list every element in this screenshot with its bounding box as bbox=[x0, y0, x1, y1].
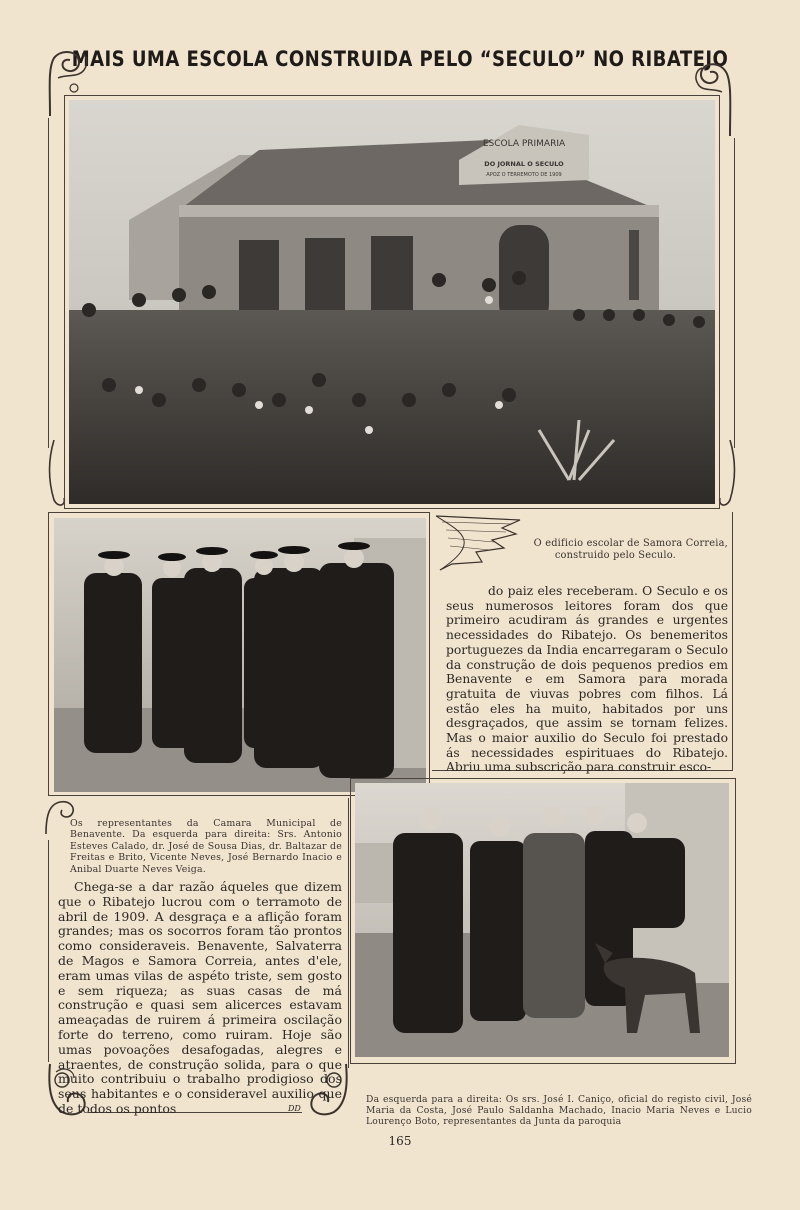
school-caption-line-1: O edificio escolar de Samora Correia, bbox=[533, 538, 728, 549]
paroquia-photo bbox=[355, 783, 729, 1057]
school-photo-image bbox=[69, 100, 715, 504]
right-column-text: do paiz eles receberam. O Seculo e os seus numerosos leitores foram dos que primeiro acudiram ás grandes e urgentes necessidades do Ribatejo. Os benemeritos portuguezes da India encarregaram o Seculo da construção de dois pequenos predios em Benavente e em Samora para morada gratuita de viuvas pobres com filhos. Lá estão eles ha muito, habitados por uns desgraçados, que assim se tornam felizes. Mas o maior auxilio do Seculo foi prestado ás necessidades espirituaes do Ribatejo. Abriu uma subscrição para construir esco- bbox=[446, 584, 728, 775]
page-title: MAIS UMA ESCOLA CONSTRUIDA PELO “SECULO” NO RIBATEJO bbox=[71, 47, 729, 71]
camara-photo-image bbox=[54, 518, 426, 792]
page-number: 165 bbox=[388, 1134, 412, 1148]
left-column-text: Chega-se a dar razão áqueles que dizem que o Ribatejo lucrou com o terramoto de abril de 1909. A desgraça e a aflição foram grandes; mas os socorros foram tão prontos como consideraveis. Benavente, Salvaterra de Magos e Samora Correia, antes d'ele, eram umas vilas de aspéto triste, sem gosto e sem riqueza; as suas casas de má construção e quasi sem alicerces estavam ameaçadas de ruirem á primeira oscilação forte do terreno, como ruiram. Hoje são umas povoações desafogadas, alegres e atraentes, de construção solida, para o que muito contribuiu o trabalho prodigioso dos seus habitantes e o consideravel auxilio que de todos os pontos bbox=[58, 879, 342, 1116]
paroquia-photo-image bbox=[355, 783, 729, 1057]
sign-line-3: APOZ O TERREMOTO DE 1909 bbox=[486, 172, 562, 178]
school-photo bbox=[69, 100, 715, 504]
border-left-rule bbox=[48, 118, 49, 448]
border-right-rule bbox=[734, 138, 735, 448]
school-caption-line-2: construido pelo Seculo. bbox=[554, 549, 676, 561]
border-left-lower-rule bbox=[48, 840, 49, 1062]
camara-photo bbox=[54, 518, 426, 792]
camara-caption: Os representantes da Camara Municipal de Benavente. Da esquerda para direita: Srs. Antonio Esteves Calado, dr. José de Sousa Dias, dr. Baltazar de Freitas e Brito, Vicente Neves, José Bernardo Inacio e Anibal Duarte Neves Veiga. bbox=[70, 818, 342, 875]
sign-line-1: ESCOLA PRIMARIA bbox=[482, 139, 566, 149]
column-divider-rule bbox=[348, 798, 349, 1068]
sign-line-2: DO JORNAL O SECULO bbox=[484, 160, 564, 168]
paroquia-caption: Da esquerda para a direita: Os srs. José I. Caniço, oficial do registo civil, José Maria da Costa, José Paulo Saldanha Machado, Inacio Maria Neves e Lucio Lourenço Boto, representantes da Junta da paroquia bbox=[366, 1094, 752, 1128]
artist-signature: DD bbox=[288, 1104, 301, 1113]
